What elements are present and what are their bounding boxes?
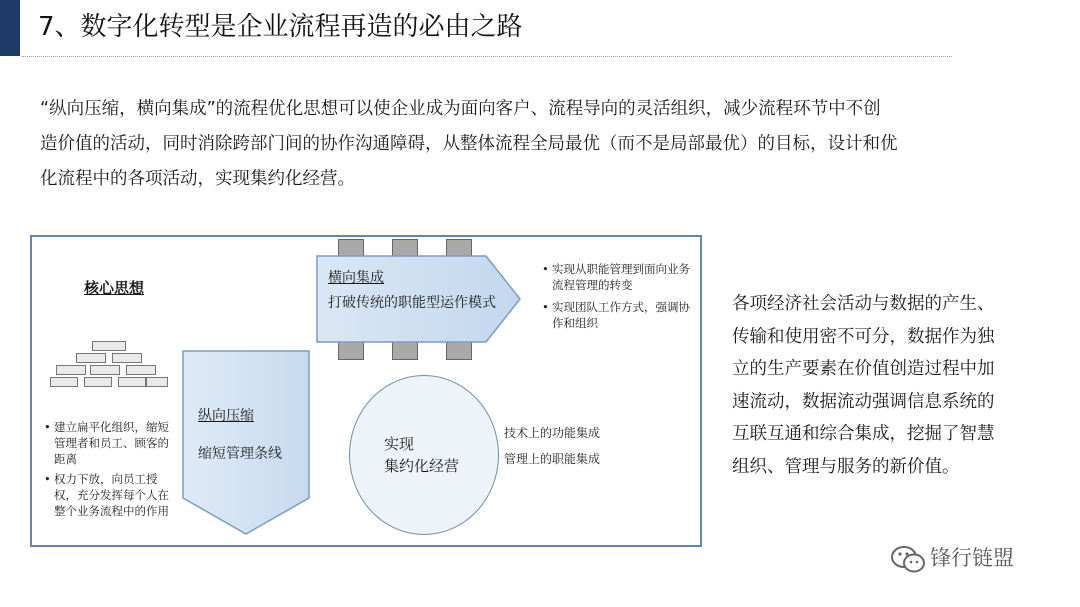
watermark-text: 锋行链盟	[930, 546, 1014, 570]
side-text	[732, 288, 1052, 483]
ellipse-text-line-1: 实现	[384, 435, 415, 453]
tooth-bottom-2	[392, 340, 418, 360]
wechat-icon	[890, 545, 926, 575]
intro-paragraph	[40, 92, 1040, 197]
side-line-2: 传输和使用密不可分，数据作为独	[732, 326, 995, 347]
vertical-compression-sub: 缩短管理条线	[198, 446, 282, 462]
mgmt-integration-text: 管理上的职能集成	[504, 452, 601, 466]
right-bullet-2: • 实现团队工作方式，强调协作和组织	[552, 299, 692, 331]
horizontal-integration-sub: 打破传统的职能型运作模式	[328, 295, 496, 311]
intro-line-1: “纵向压缩，横向集成”的流程优化思想可以使企业成为面向客户、流程导向的灵活组织，减少流程环节中不创	[40, 99, 881, 119]
ellipse-text-line-2: 集约化经营	[384, 457, 460, 475]
left-bullet-2: • 权力下放，向员工授权，充分发挥每个人在整个业务流程中的作用	[54, 471, 170, 519]
right-bullet-1: • 实现从职能管理到面向业务流程管理的转变	[552, 261, 692, 293]
left-bullet-list	[44, 419, 170, 519]
intro-line-3: 化流程中的各项活动，实现集约化经营。	[40, 169, 355, 189]
core-idea-title: 核心思想	[84, 279, 145, 297]
tooth-bottom-1	[338, 340, 364, 360]
side-line-1: 各项经济社会活动与数据的产生、	[732, 294, 995, 314]
left-bullet-1: • 建立扁平化组织，缩短管理者和员工、顾客的距离	[54, 419, 170, 467]
intro-line-2: 造价值的活动，同时消除跨部门间的协作沟通障碍，从整体流程全局最优（而不是局部最优）的目标，设计和优	[40, 134, 898, 154]
page-title: 7、数字化转型是企业流程再造的必由之路	[38, 12, 523, 42]
org-chart-icon	[50, 341, 170, 397]
process-diagram	[30, 235, 702, 547]
side-line-5: 互联互通和综合集成，挖掘了智慧	[732, 424, 995, 444]
tech-integration-text: 技术上的功能集成	[504, 426, 601, 440]
title-divider	[22, 56, 952, 57]
title-accent-bar	[0, 0, 20, 56]
side-line-4: 速流动，数据流动强调信息系统的	[732, 391, 995, 412]
side-line-3: 立的生产要素在价值创造过程中加	[732, 359, 995, 379]
side-line-6: 组织、管理与服务的新价值。	[732, 456, 960, 477]
right-bullet-list	[542, 261, 692, 331]
tooth-bottom-3	[446, 340, 472, 360]
vertical-compression-label: 纵向压缩	[198, 408, 254, 424]
horizontal-integration-label: 横向集成	[328, 270, 384, 286]
